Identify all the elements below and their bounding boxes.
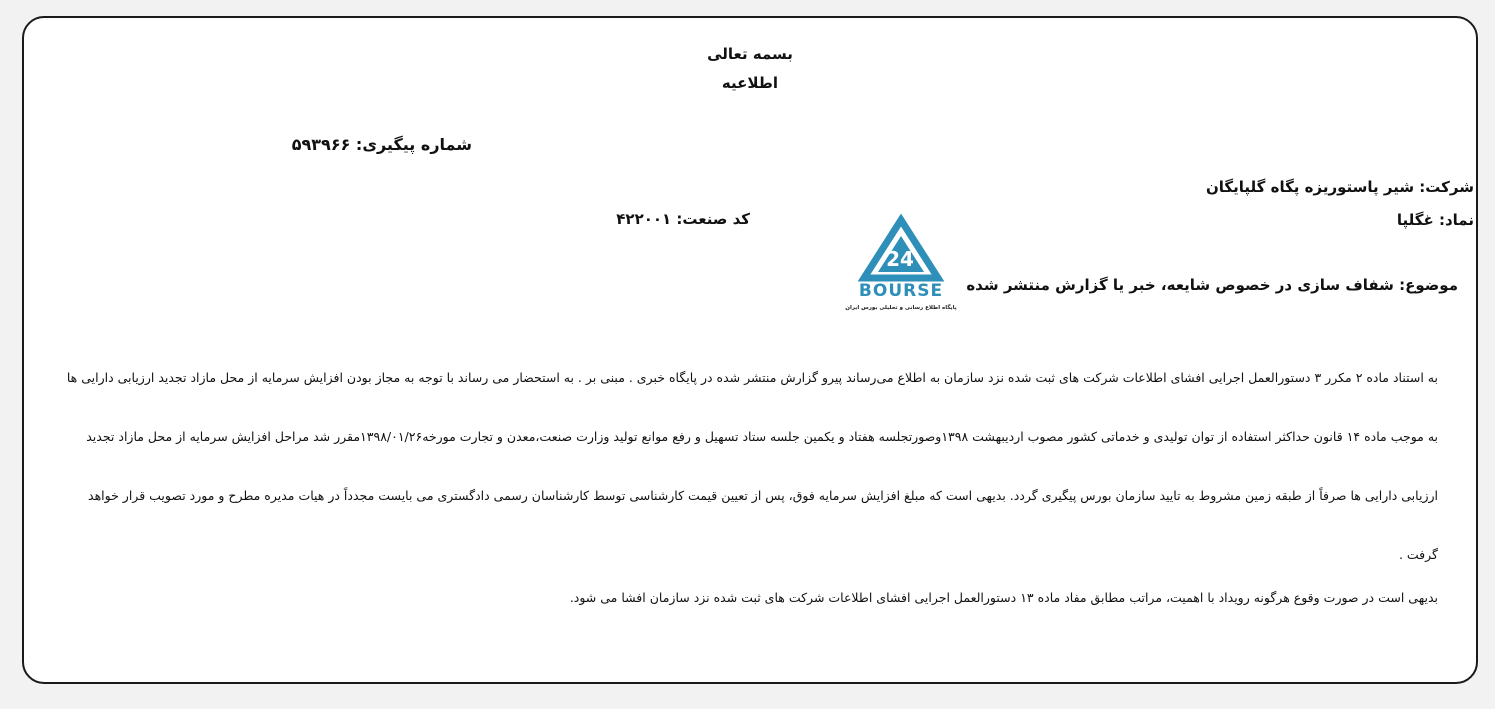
logo-word: BOURSE — [858, 281, 944, 301]
notice-body — [66, 348, 1438, 584]
notice-document — [22, 16, 1478, 684]
bismillah-heading: بسمه تعالی — [707, 45, 793, 63]
industry-code: کد صنعت: ۴۲۲۰۰۱ — [616, 210, 750, 228]
body-paragraph-1: به استناد ماده ۲ مکرر ۳ دستورالعمل اجرایی افشای اطلاعات شرکت های ثبت شده نزد سازمان به اطلاع می‌رساند پیرو گزارش منتشر شده در پایگاه خبری . مبنی بر . به استحضار می رساند با توجه به مجاز بودن افزایش سرمایه از محل مازاد تجدید ارزیابی دارایی ها به موجب ماده ۱۴ قانون حداکثر استفاده از توان تولیدی و خدماتی کشور مصوب اردیبهشت ۱۳۹۸وصورتجلسه هفتاد و یکمین جلسه ستاد تسهیل و رفع موانع تولید وزارت صنعت،معدن و تجارت مورخه۱۳۹۸/۰۱/۲۶مقرر شد مراحل افزایش سرمایه از محل مازاد تجدید ارزیابی دارایی ها صرفاً از طبقه زمین مشروط به تایید سازمان بورس پیگیری گردد. بدیهی است که مبلغ افزایش سرمایه فوق، پس از تعیین قیمت کارشناسی توسط کارشناسان رسمی دادگستری می بایست مجدداً در هیات مدیره مطرح و مورد تصویب قرار خواهد گرفت . — [66, 370, 1438, 562]
tracking-number: شماره پیگیری: ۵۹۳۹۶۶ — [291, 135, 472, 154]
stock-symbol: نماد: غگلپا — [1396, 211, 1474, 229]
company-name: شرکت: شیر پاستوریزه پگاه گلپایگان — [1205, 178, 1474, 196]
bourse24-logo — [844, 214, 958, 314]
body-paragraph-2: بدیهی است در صورت وقوع هرگونه رویداد با اهمیت، مراتب مطابق مفاد ماده ۱۳ دستورالعمل اجرایی افشای اطلاعات شرکت های ثبت شده نزد سازمان افشا می شود. — [569, 590, 1438, 605]
page-title: اطلاعیه — [721, 74, 779, 92]
logo-caption: پایگاه اطلاع رسانی و تحلیلی بورس ایران — [845, 305, 957, 311]
logo-number: 24 — [886, 247, 914, 271]
subject-line: موضوع: شفاف سازی در خصوص شایعه، خبر یا گزارش منتشر شده — [966, 276, 1458, 294]
